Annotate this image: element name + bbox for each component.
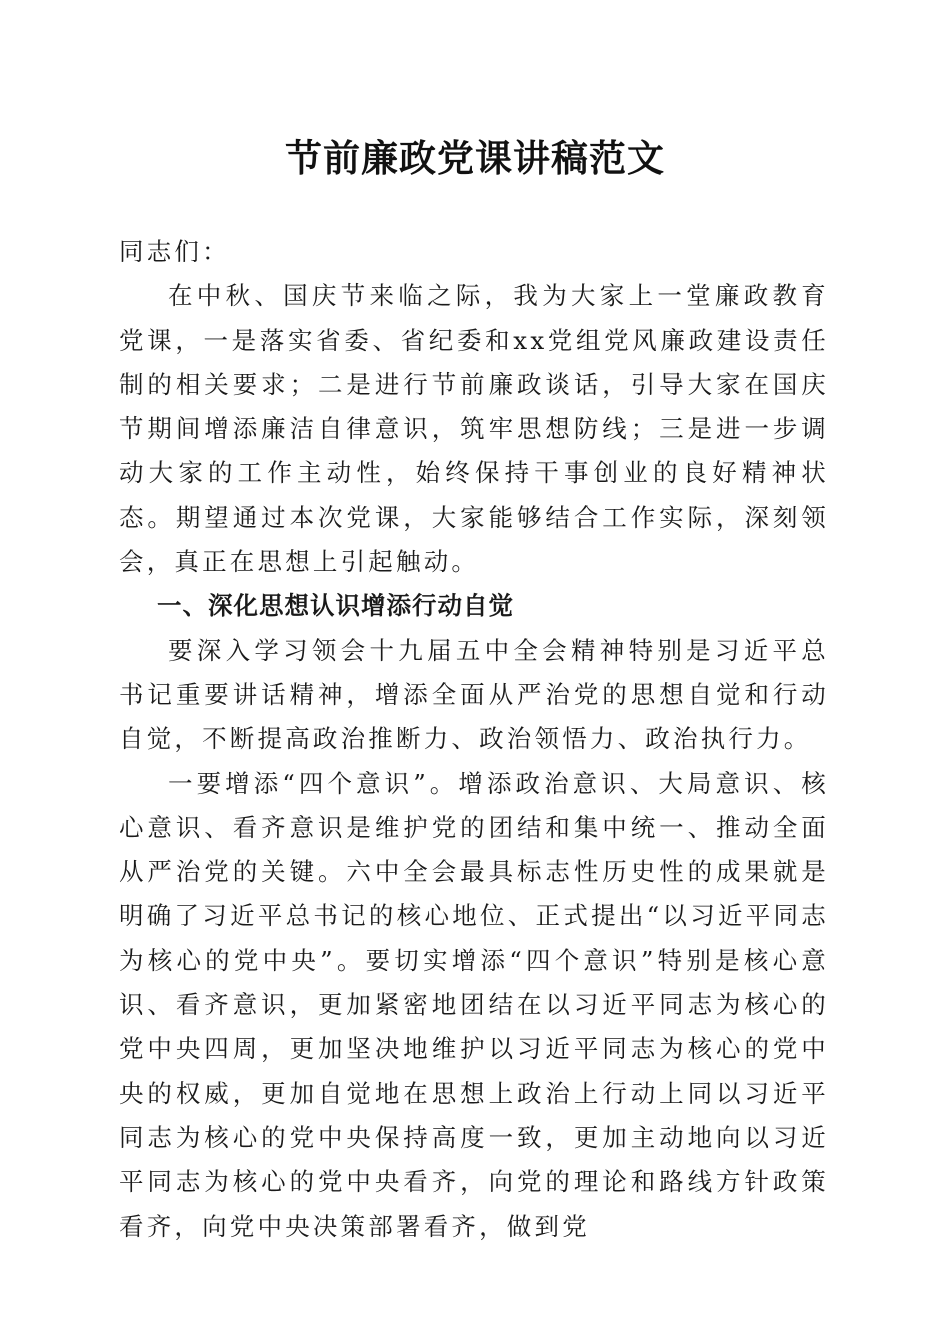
- intro-paragraph: 在中秋、国庆节来临之际，我为大家上一堂廉政教育党课，一是落实省委、省纪委和xx党组党风廉政建设责任制的相关要求；二是进行节前廉政谈话，引导大家在国庆节期间增添廉洁自律意识，筑牢思想防线；三是进一步调动大家的工作主动性，始终保持干事创业的良好精神状态。期望通过本次党课，大家能够结合工作实际，深刻领会，真正在思想上引起触动。: [119, 281, 829, 577]
- section-1-paragraph: 要深入学习领会十九届五中全会精神特别是习近平总书记重要讲话精神，增添全面从严治党的思想自觉和行动自觉，不断提高政治推断力、政治领悟力、政治执行力。: [119, 635, 829, 754]
- document-title: 节前廉政党课讲稿范文: [285, 136, 665, 180]
- document-body: [119, 230, 829, 1249]
- salutation: 同志们：: [119, 237, 230, 266]
- section-1-point-1-paragraph: 一要增添“四个意识”。增添政治意识、大局意识、核心意识、看齐意识是维护党的团结和集中统一、推动全面从严治党的关键。六中全会最具标志性历史性的成果就是明确了习近平总书记的核心地位、正式提出“以习近平同志为核心的党中央”。要切实增添“四个意识”特别是核心意识、看齐意识，更加紧密地团结在以习近平同志为核心的党中央四周，更加坚决地维护以习近平同志为核心的党中央的权威，更加自觉地在思想上政治上行动上同以习近平同志为核心的党中央保持高度一致，更加主动地向以习近平同志为核心的党中央看齐，向党的理论和路线方针政策看齐，向党中央决策部署看齐，做到党: [119, 768, 829, 1241]
- section-heading-1: 一、深化思想认识增添行动自觉: [156, 591, 514, 621]
